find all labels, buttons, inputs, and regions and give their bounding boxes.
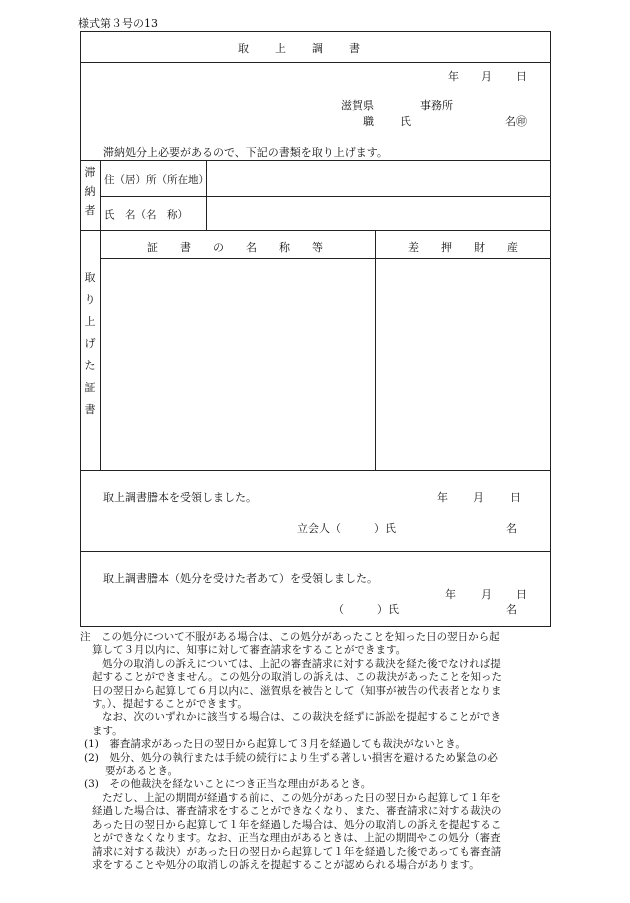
receipt2-name: 名 bbox=[506, 603, 517, 616]
note-line: す。）、提起することができます。 bbox=[92, 698, 248, 711]
note-line: 経過した場合は、審査請求をすることができなくなり、また、審査請求に対する裁決の bbox=[92, 805, 502, 818]
office-suffix: 事務所 bbox=[420, 99, 453, 112]
form-number: 様式第３号の13 bbox=[78, 17, 158, 30]
receipt2-year: 年 bbox=[445, 588, 456, 601]
note-line: 処分の取消しの訴えについては、上記の審査請求に対する裁決を経た後でなければ提 bbox=[102, 657, 501, 670]
witness-label: 立会人（ ）氏 bbox=[297, 522, 396, 535]
delinquent-divider bbox=[80, 230, 551, 231]
receipt1-text: 取上調書謄本を受領しました。 bbox=[103, 491, 257, 504]
note-line: 求をすることや処分の取消しの訴えを提起することが認められる場合があります。 bbox=[92, 858, 480, 871]
seized-divider bbox=[80, 470, 551, 471]
documents-column-header: 証書の名称等 bbox=[147, 241, 345, 254]
receipt1-year: 年 bbox=[437, 491, 448, 504]
note-line: あった日の翌日から起算して１年を経過した場合は、処分の取消しの訴えを提起するこ bbox=[92, 818, 502, 831]
issue-day: 日 bbox=[516, 70, 527, 83]
note-line: 要があるとき。 bbox=[105, 765, 179, 778]
issuer-name-label: 氏 bbox=[400, 115, 411, 128]
seized-column-divider bbox=[375, 230, 376, 470]
note-line: 起することができません。この処分の取消しの訴えは、この裁決があったことを知った bbox=[92, 671, 503, 684]
issue-statement: 滞納処分上必要があるので、下記の書類を取り上げます。 bbox=[103, 146, 388, 159]
position-label: 職 bbox=[363, 115, 374, 128]
delinquent-row-divider bbox=[100, 196, 551, 197]
note-line: 注 この処分について不服がある場合は、この処分があったことを知った日の翌日から起 bbox=[80, 631, 500, 643]
note-line: 請求に対する裁決）があった日の翌日から起算して１年を経過した後であっても審査請 bbox=[92, 845, 502, 858]
receipt1-name: 名 bbox=[506, 522, 517, 535]
receipt2-text: 取上調書謄本（処分を受けた者あて）を受領しました。 bbox=[103, 572, 378, 585]
note-line: ます。 bbox=[92, 724, 123, 737]
note-line: (1) 審査請求があった日の翌日から起算して３月を経過しても裁決がないとき。 bbox=[84, 738, 466, 751]
delinquent-label-divider bbox=[206, 160, 207, 230]
title-divider bbox=[80, 62, 551, 63]
delinquent-name-label: 氏 名（名 称） bbox=[104, 209, 188, 221]
note-line: とができなくなります。なお、正当な理由があるときは、上記の期間やこの処分（審査 bbox=[92, 832, 501, 845]
seized-header-divider bbox=[100, 258, 551, 259]
side-label-divider bbox=[100, 160, 101, 470]
note-line: 日の翌日から起算して６月以内に、滋賀県を被告として（知事が被告の代表者となりま bbox=[92, 684, 502, 697]
receipt-divider bbox=[80, 551, 551, 552]
issuer-seal-label: 名㊞ bbox=[505, 115, 527, 128]
page-title: 取上調書 bbox=[238, 42, 386, 55]
property-column-header: 差押財産 bbox=[408, 241, 540, 254]
note-line: なお、次のいずれかに該当する場合は、この裁決を経ずに訴訟を提起することができ bbox=[102, 711, 501, 724]
delinquent-side-label: 滞 納 者 bbox=[84, 166, 96, 217]
note-line: ただし、上記の期間が経過する前に、この処分があった日の翌日から起算して１年を bbox=[102, 791, 501, 804]
seized-side-label: 取 り 上 げ た 証 書 bbox=[84, 271, 96, 416]
issue-divider bbox=[80, 160, 551, 161]
note-line: (2) 処分、処分の執行または手続の続行により生ずる著しい損害を避けるため緊急の必 bbox=[84, 751, 498, 764]
office-prefecture: 滋賀県 bbox=[341, 99, 374, 112]
notes bbox=[80, 631, 560, 872]
receipt1-month: 月 bbox=[473, 491, 484, 504]
issue-year: 年 bbox=[448, 70, 459, 83]
address-label: 住（居）所（所在地） bbox=[104, 174, 209, 186]
form-frame bbox=[80, 31, 551, 627]
note-line: 算して３月以内に、知事に対して審査請求をすることができます。 bbox=[92, 644, 407, 657]
note-line: (3) その他裁決を経ないことにつき正当な理由があるとき。 bbox=[84, 778, 372, 791]
receipt2-recipient: （ ）氏 bbox=[333, 603, 399, 616]
receipt2-day: 日 bbox=[516, 588, 527, 601]
receipt1-day: 日 bbox=[510, 491, 521, 504]
issue-month: 月 bbox=[481, 70, 492, 83]
receipt2-month: 月 bbox=[481, 588, 492, 601]
